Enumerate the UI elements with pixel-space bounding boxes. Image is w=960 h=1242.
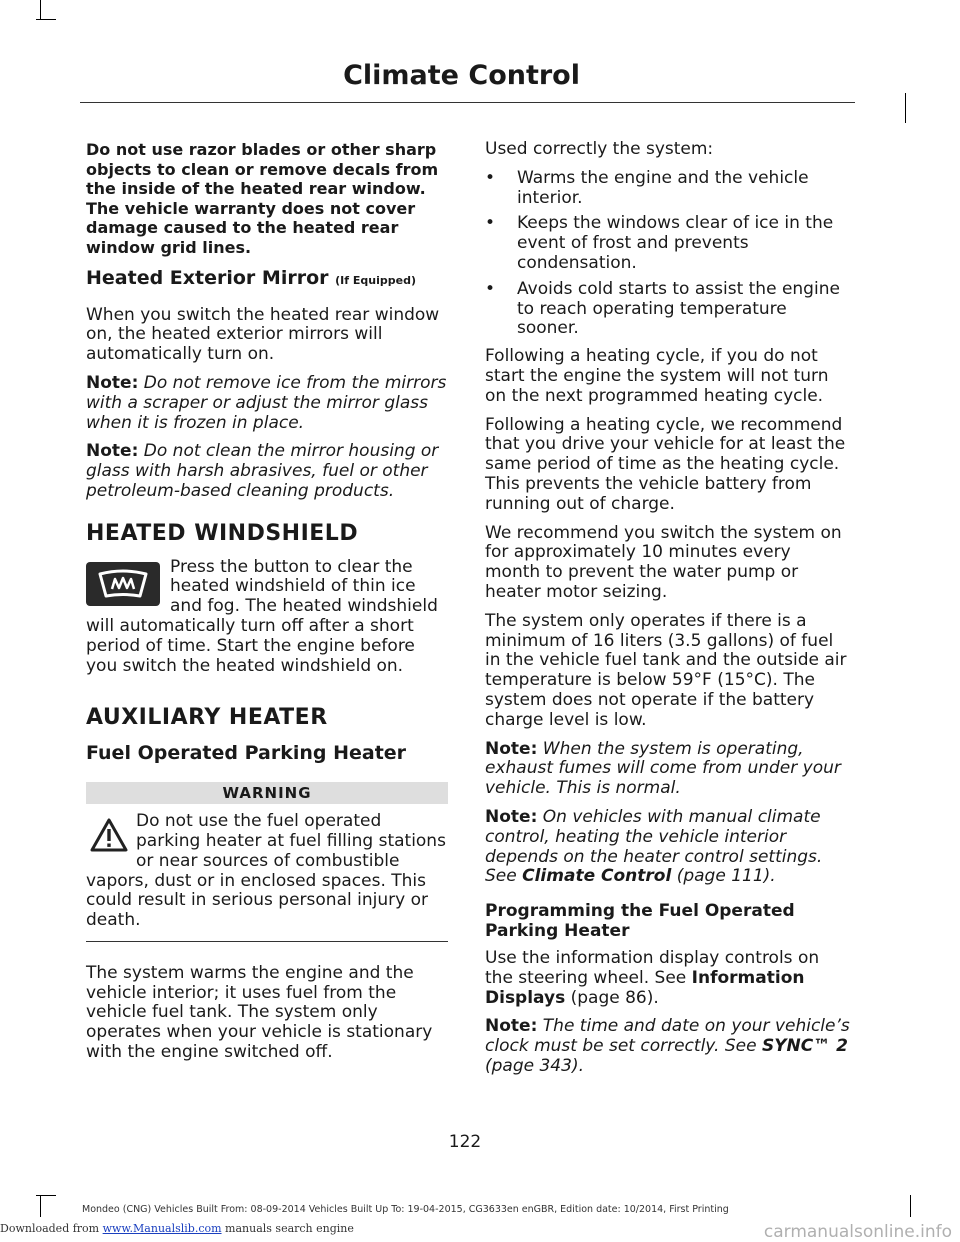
mirror-note-2: Note: Do not clean the mirror housing or glass with harsh abrasives, fuel or other petroleum-based cleaning products.	[86, 441, 439, 501]
left-column	[86, 140, 448, 1072]
note-exhaust: Note: When the system is operating, exhaust fumes will come from under your vehicle. This is normal.	[485, 738, 841, 799]
windshield-text: Press the button to clear the heated windshield of thin ice and fog. The heated windshield will automatically turn off after a short period of time. Start the engine before you switch the heated windshield on.	[86, 556, 438, 676]
razor-warning: Do not use razor blades or other sharp objects to clean or remove decals from the inside of the heated rear window. The vehicle warranty does not cover damage caused to the heated rear window grid lines.	[86, 140, 439, 257]
mirror-text: When you switch the heated rear window on, the heated exterior mirrors will automatically turn on.	[86, 304, 440, 365]
note-clock: Note: The time and date on your vehicle’s clock must be set correctly. See SYNC™ 2 (page 343).	[485, 1016, 850, 1077]
manualslib-link[interactable]: www.Manualslib.com	[102, 1222, 222, 1235]
system-text: The system warms the engine and the vehicle interior; it uses fuel from the vehicle fuel tank. The system only operates when your vehicle is stationary with the engine switched off.	[86, 962, 433, 1063]
paragraph: We recommend you switch the system on for approximately 10 minutes every month to prevent the water pump or heater motor seizing.	[485, 522, 842, 602]
crop-mark	[905, 93, 906, 123]
benefits-list	[485, 169, 851, 339]
warning-text: Do not use the fuel operated parking heater at fuel filling stations or near sources of combustible vapors, dust or in enclosed spaces. This could result in serious personal injury or death.	[86, 811, 446, 931]
windshield-heading: HEATED WINDSHIELD	[86, 520, 359, 546]
warning-box	[86, 812, 448, 931]
climate-control-link[interactable]: Climate Control	[522, 866, 672, 887]
crop-mark	[40, 0, 41, 20]
windshield-section	[86, 558, 448, 677]
paragraph: Following a heating cycle, if you do not start the engine the system will not turn on the next programmed heating cycle.	[485, 346, 829, 406]
programming-heading: Programming the Fuel Operated Parking Heater	[485, 901, 795, 942]
heated-windshield-icon	[86, 562, 160, 606]
download-footer: Downloaded from www.Manualslib.com manuals search engine	[0, 1222, 354, 1235]
right-column	[485, 140, 851, 1086]
list-item: • Warms the engine and the vehicle interior.	[485, 167, 809, 208]
crop-mark	[36, 1195, 56, 1196]
information-displays-link[interactable]: Information Displays	[485, 967, 805, 1008]
warning-label: WARNING	[86, 782, 448, 804]
warning-triangle-icon	[90, 818, 128, 852]
paragraph: The system only operates if there is a minimum of 16 liters (3.5 gallons) of fuel in the vehicle fuel tank and the outside air temperature is below 59°F (15°C). The system does not operate if the battery charge level is low.	[485, 610, 847, 730]
sync2-link[interactable]: SYNC™ 2	[761, 1036, 848, 1057]
paragraph: Following a heating cycle, we recommend that you drive your vehicle for at least the same period of time as the heating cycle. This prevents the vehicle battery from running out of charge.	[485, 414, 846, 514]
crop-mark	[910, 1195, 911, 1217]
crop-mark	[36, 19, 56, 20]
edition-footer: Mondeo (CNG) Vehicles Built From: 08-09-2014 Vehicles Built Up To: 19-04-2015, CG3633en enGBR, Edition date: 10/2014, First Printing	[82, 1204, 729, 1215]
mirror-heading-suffix: (If Equipped)	[335, 273, 416, 287]
fuel-heater-heading: Fuel Operated Parking Heater	[86, 742, 407, 765]
mirror-note-1: Note: Do not remove ice from the mirrors with a scraper or adjust the mirror glass when it is frozen in place.	[86, 372, 447, 433]
crop-mark	[40, 1195, 41, 1217]
auxiliary-heater-heading: AUXILIARY HEATER	[86, 705, 328, 731]
mirror-heading: Heated Exterior Mirror (If Equipped)	[86, 266, 416, 289]
page-number: 122	[448, 1132, 482, 1152]
warning-divider	[86, 941, 448, 942]
list-item: • Avoids cold starts to assist the engine to reach operating temperature sooner.	[485, 278, 840, 339]
intro-text: Used correctly the system:	[485, 139, 714, 159]
note-manual-climate: Note: On vehicles with manual climate control, heating the vehicle interior depends on the heater control settings. See Climate Control (page 111).	[485, 806, 823, 887]
watermark: carmanualsonline.info	[763, 1222, 952, 1242]
header-divider	[80, 102, 855, 103]
page-title: Climate Control	[343, 60, 580, 91]
programming-text: Use the information display controls on the steering wheel. See Information Displays (page 86).	[485, 948, 820, 1008]
list-item: • Keeps the windows clear of ice in the event of frost and prevents condensation.	[485, 213, 834, 273]
